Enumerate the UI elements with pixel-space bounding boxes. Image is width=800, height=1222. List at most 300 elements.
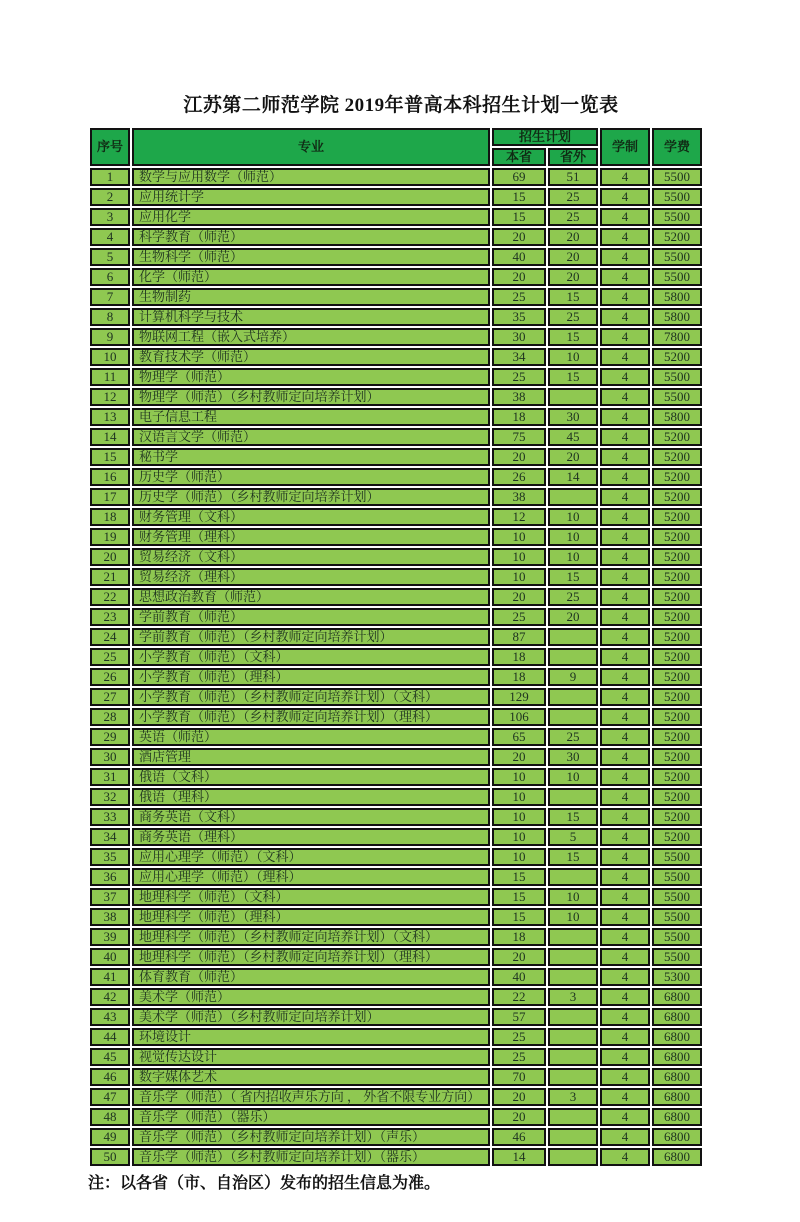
cell-plan-outside (548, 928, 598, 946)
document-content (88, 90, 714, 1193)
cell-plan-outside (548, 868, 598, 886)
cell-tuition: 6800 (652, 988, 702, 1006)
table-row (90, 328, 702, 346)
cell-plan-outside: 25 (548, 208, 598, 226)
cell-plan-local: 10 (492, 788, 546, 806)
cell-duration: 4 (600, 168, 650, 186)
cell-index: 16 (90, 468, 130, 486)
cell-index: 47 (90, 1088, 130, 1106)
cell-duration: 4 (600, 708, 650, 726)
cell-major: 物联网工程（嵌入式培养） (132, 328, 490, 346)
cell-tuition: 6800 (652, 1108, 702, 1126)
cell-index: 49 (90, 1128, 130, 1146)
cell-index: 9 (90, 328, 130, 346)
table-row (90, 368, 702, 386)
cell-plan-local: 25 (492, 1048, 546, 1066)
cell-plan-outside: 5 (548, 828, 598, 846)
cell-plan-outside: 10 (548, 548, 598, 566)
cell-index: 27 (90, 688, 130, 706)
cell-plan-local: 40 (492, 968, 546, 986)
cell-index: 30 (90, 748, 130, 766)
table-row (90, 1068, 702, 1086)
cell-plan-outside: 20 (548, 448, 598, 466)
cell-duration: 4 (600, 568, 650, 586)
cell-duration: 4 (600, 1008, 650, 1026)
cell-index: 28 (90, 708, 130, 726)
cell-tuition: 5500 (652, 168, 702, 186)
cell-major: 化学（师范） (132, 268, 490, 286)
cell-tuition: 5500 (652, 948, 702, 966)
cell-duration: 4 (600, 1068, 650, 1086)
cell-index: 6 (90, 268, 130, 286)
cell-plan-local: 18 (492, 648, 546, 666)
cell-duration: 4 (600, 588, 650, 606)
table-row (90, 188, 702, 206)
cell-tuition: 5200 (652, 488, 702, 506)
cell-index: 5 (90, 248, 130, 266)
header-plan-local: 本省 (492, 148, 546, 166)
cell-plan-local: 38 (492, 488, 546, 506)
cell-plan-local: 22 (492, 988, 546, 1006)
cell-duration: 4 (600, 408, 650, 426)
table-row (90, 1148, 702, 1166)
cell-index: 1 (90, 168, 130, 186)
table-row (90, 268, 702, 286)
cell-duration: 4 (600, 1148, 650, 1166)
cell-plan-outside: 10 (548, 348, 598, 366)
cell-index: 17 (90, 488, 130, 506)
cell-major: 生物制药 (132, 288, 490, 306)
cell-tuition: 5500 (652, 388, 702, 406)
cell-tuition: 5800 (652, 408, 702, 426)
cell-index: 46 (90, 1068, 130, 1086)
cell-plan-local: 10 (492, 848, 546, 866)
cell-plan-local: 25 (492, 608, 546, 626)
cell-duration: 4 (600, 1088, 650, 1106)
cell-tuition: 5200 (652, 768, 702, 786)
cell-plan-outside (548, 1028, 598, 1046)
cell-index: 29 (90, 728, 130, 746)
cell-duration: 4 (600, 388, 650, 406)
table-row (90, 1048, 702, 1066)
table-row (90, 408, 702, 426)
cell-tuition: 5500 (652, 848, 702, 866)
table-row (90, 948, 702, 966)
cell-plan-outside (548, 948, 598, 966)
cell-duration: 4 (600, 808, 650, 826)
cell-tuition: 5200 (652, 608, 702, 626)
cell-index: 3 (90, 208, 130, 226)
cell-index: 23 (90, 608, 130, 626)
cell-duration: 4 (600, 888, 650, 906)
cell-tuition: 5200 (652, 748, 702, 766)
header-index: 序号 (90, 128, 130, 166)
cell-major: 地理科学（师范）（文科） (132, 888, 490, 906)
cell-plan-local: 106 (492, 708, 546, 726)
cell-plan-outside (548, 968, 598, 986)
cell-tuition: 6800 (652, 1048, 702, 1066)
cell-plan-outside (548, 708, 598, 726)
header-plan-outside: 省外 (548, 148, 598, 166)
cell-major: 生物科学（师范） (132, 248, 490, 266)
cell-duration: 4 (600, 788, 650, 806)
cell-plan-outside: 10 (548, 768, 598, 786)
cell-plan-local: 25 (492, 368, 546, 386)
cell-major: 英语（师范） (132, 728, 490, 746)
cell-duration: 4 (600, 528, 650, 546)
cell-plan-outside: 20 (548, 248, 598, 266)
cell-tuition: 5200 (652, 448, 702, 466)
cell-plan-outside: 10 (548, 508, 598, 526)
cell-index: 48 (90, 1108, 130, 1126)
header-tuition: 学费 (652, 128, 702, 166)
table-row (90, 828, 702, 846)
cell-tuition: 5200 (652, 588, 702, 606)
cell-major: 环境设计 (132, 1028, 490, 1046)
cell-plan-outside: 30 (548, 408, 598, 426)
table-row (90, 508, 702, 526)
cell-major: 教育技术学（师范） (132, 348, 490, 366)
cell-index: 2 (90, 188, 130, 206)
cell-tuition: 5200 (652, 688, 702, 706)
table-row (90, 608, 702, 626)
cell-plan-local: 15 (492, 868, 546, 886)
cell-tuition: 6800 (652, 1148, 702, 1166)
cell-index: 37 (90, 888, 130, 906)
table-row (90, 488, 702, 506)
table-row (90, 388, 702, 406)
cell-tuition: 6800 (652, 1068, 702, 1086)
table-row (90, 588, 702, 606)
cell-duration: 4 (600, 228, 650, 246)
table-row (90, 888, 702, 906)
cell-tuition: 5200 (652, 548, 702, 566)
admissions-table (88, 126, 704, 1168)
cell-plan-local: 46 (492, 1128, 546, 1146)
cell-index: 41 (90, 968, 130, 986)
table-row (90, 1128, 702, 1146)
cell-tuition: 5200 (652, 508, 702, 526)
cell-plan-local: 10 (492, 828, 546, 846)
table-row (90, 568, 702, 586)
cell-index: 45 (90, 1048, 130, 1066)
cell-major: 贸易经济（理科） (132, 568, 490, 586)
cell-plan-outside: 20 (548, 608, 598, 626)
cell-tuition: 6800 (652, 1088, 702, 1106)
footnote: 注：以各省（市、自治区）发布的招生信息为准。 (88, 1175, 441, 1192)
table-row (90, 208, 702, 226)
cell-major: 汉语言文学（师范） (132, 428, 490, 446)
cell-plan-outside: 25 (548, 308, 598, 326)
cell-tuition: 5200 (652, 648, 702, 666)
cell-duration: 4 (600, 1048, 650, 1066)
cell-index: 43 (90, 1008, 130, 1026)
cell-plan-local: 69 (492, 168, 546, 186)
cell-major: 商务英语（文科） (132, 808, 490, 826)
cell-major: 数学与应用数学（师范） (132, 168, 490, 186)
cell-major: 电子信息工程 (132, 408, 490, 426)
cell-tuition: 5200 (652, 228, 702, 246)
cell-major: 地理科学（师范）（理科） (132, 908, 490, 926)
cell-major: 酒店管理 (132, 748, 490, 766)
cell-index: 20 (90, 548, 130, 566)
cell-plan-outside (548, 1008, 598, 1026)
table-row (90, 868, 702, 886)
cell-index: 22 (90, 588, 130, 606)
cell-duration: 4 (600, 848, 650, 866)
cell-plan-outside: 25 (548, 728, 598, 746)
cell-index: 10 (90, 348, 130, 366)
cell-duration: 4 (600, 348, 650, 366)
cell-tuition: 5500 (652, 368, 702, 386)
cell-major: 应用心理学（师范）（文科） (132, 848, 490, 866)
cell-index: 25 (90, 648, 130, 666)
cell-major: 学前教育（师范） (132, 608, 490, 626)
cell-major: 秘书学 (132, 448, 490, 466)
cell-index: 7 (90, 288, 130, 306)
cell-duration: 4 (600, 628, 650, 646)
table-row (90, 648, 702, 666)
table-row (90, 528, 702, 546)
cell-tuition: 5500 (652, 208, 702, 226)
cell-plan-local: 20 (492, 588, 546, 606)
cell-duration: 4 (600, 1028, 650, 1046)
cell-duration: 4 (600, 668, 650, 686)
table-row (90, 728, 702, 746)
cell-tuition: 5200 (652, 708, 702, 726)
cell-plan-local: 20 (492, 948, 546, 966)
cell-index: 8 (90, 308, 130, 326)
cell-plan-local: 14 (492, 1148, 546, 1166)
table-row (90, 548, 702, 566)
cell-duration: 4 (600, 988, 650, 1006)
cell-tuition: 5200 (652, 668, 702, 686)
cell-major: 音乐学（师范）（乡村教师定向培养计划）（声乐） (132, 1128, 490, 1146)
cell-major: 美术学（师范）（乡村教师定向培养计划） (132, 1008, 490, 1026)
cell-major: 数字媒体艺术 (132, 1068, 490, 1086)
cell-plan-outside (548, 648, 598, 666)
cell-tuition: 6800 (652, 1128, 702, 1146)
cell-plan-local: 10 (492, 528, 546, 546)
cell-tuition: 5500 (652, 188, 702, 206)
cell-major: 小学教育（师范）（理科） (132, 668, 490, 686)
cell-duration: 4 (600, 608, 650, 626)
cell-index: 44 (90, 1028, 130, 1046)
cell-plan-outside: 9 (548, 668, 598, 686)
cell-duration: 4 (600, 1108, 650, 1126)
cell-duration: 4 (600, 208, 650, 226)
cell-plan-outside (548, 488, 598, 506)
table-row (90, 928, 702, 946)
cell-tuition: 5200 (652, 468, 702, 486)
cell-plan-local: 10 (492, 768, 546, 786)
cell-index: 24 (90, 628, 130, 646)
cell-duration: 4 (600, 948, 650, 966)
cell-plan-outside: 20 (548, 268, 598, 286)
table-row (90, 968, 702, 986)
cell-duration: 4 (600, 448, 650, 466)
cell-plan-local: 20 (492, 748, 546, 766)
cell-tuition: 5200 (652, 428, 702, 446)
cell-major: 应用化学 (132, 208, 490, 226)
cell-plan-local: 20 (492, 228, 546, 246)
cell-major: 音乐学（师范）（乡村教师定向培养计划）（器乐） (132, 1148, 490, 1166)
cell-duration: 4 (600, 688, 650, 706)
cell-plan-outside: 15 (548, 288, 598, 306)
cell-tuition: 5500 (652, 928, 702, 946)
table-row (90, 688, 702, 706)
table-row (90, 428, 702, 446)
cell-plan-outside (548, 388, 598, 406)
cell-major: 俄语（理科） (132, 788, 490, 806)
cell-index: 21 (90, 568, 130, 586)
cell-major: 小学教育（师范）（乡村教师定向培养计划）（文科） (132, 688, 490, 706)
cell-index: 15 (90, 448, 130, 466)
table-row (90, 1108, 702, 1126)
cell-index: 31 (90, 768, 130, 786)
cell-major: 学前教育（师范）（乡村教师定向培养计划） (132, 628, 490, 646)
cell-tuition: 5200 (652, 788, 702, 806)
cell-plan-outside (548, 1148, 598, 1166)
cell-major: 音乐学（师范）（器乐） (132, 1108, 490, 1126)
cell-index: 12 (90, 388, 130, 406)
cell-plan-local: 26 (492, 468, 546, 486)
cell-major: 计算机科学与技术 (132, 308, 490, 326)
table-row (90, 168, 702, 186)
page-title: 江苏第二师范学院 2019年普高本科招生计划一览表 (183, 95, 619, 116)
cell-index: 11 (90, 368, 130, 386)
cell-index: 18 (90, 508, 130, 526)
cell-plan-outside (548, 688, 598, 706)
cell-plan-local: 25 (492, 1028, 546, 1046)
cell-duration: 4 (600, 828, 650, 846)
table-row (90, 228, 702, 246)
cell-plan-outside (548, 1108, 598, 1126)
cell-plan-outside (548, 1068, 598, 1086)
cell-plan-local: 87 (492, 628, 546, 646)
table-row (90, 348, 702, 366)
cell-plan-local: 75 (492, 428, 546, 446)
cell-index: 26 (90, 668, 130, 686)
cell-plan-local: 15 (492, 888, 546, 906)
cell-major: 财务管理（文科） (132, 508, 490, 526)
cell-index: 34 (90, 828, 130, 846)
cell-duration: 4 (600, 968, 650, 986)
cell-duration: 4 (600, 508, 650, 526)
cell-tuition: 5200 (652, 628, 702, 646)
table-row (90, 708, 702, 726)
cell-plan-outside (548, 1128, 598, 1146)
cell-tuition: 5500 (652, 268, 702, 286)
cell-tuition: 5200 (652, 568, 702, 586)
cell-plan-outside: 15 (548, 368, 598, 386)
cell-plan-local: 15 (492, 208, 546, 226)
header-major: 专业 (132, 128, 490, 166)
cell-major: 历史学（师范） (132, 468, 490, 486)
cell-duration: 4 (600, 548, 650, 566)
table-row (90, 628, 702, 646)
table-row (90, 1008, 702, 1026)
cell-major: 俄语（文科） (132, 768, 490, 786)
cell-plan-outside: 3 (548, 988, 598, 1006)
cell-tuition: 5200 (652, 808, 702, 826)
cell-tuition: 5500 (652, 868, 702, 886)
cell-plan-outside (548, 628, 598, 646)
cell-duration: 4 (600, 488, 650, 506)
cell-tuition: 6800 (652, 1008, 702, 1026)
cell-index: 13 (90, 408, 130, 426)
table-row (90, 788, 702, 806)
cell-duration: 4 (600, 728, 650, 746)
cell-major: 科学教育（师范） (132, 228, 490, 246)
cell-duration: 4 (600, 248, 650, 266)
cell-plan-outside: 10 (548, 888, 598, 906)
table-row (90, 1088, 702, 1106)
cell-major: 体育教育（师范） (132, 968, 490, 986)
table-row (90, 848, 702, 866)
cell-duration: 4 (600, 1128, 650, 1146)
cell-plan-outside (548, 1048, 598, 1066)
cell-tuition: 5200 (652, 728, 702, 746)
cell-plan-outside: 15 (548, 568, 598, 586)
cell-index: 35 (90, 848, 130, 866)
cell-tuition: 5200 (652, 528, 702, 546)
cell-tuition: 5800 (652, 308, 702, 326)
cell-duration: 4 (600, 928, 650, 946)
cell-duration: 4 (600, 328, 650, 346)
cell-index: 32 (90, 788, 130, 806)
table-row (90, 288, 702, 306)
cell-plan-local: 10 (492, 808, 546, 826)
cell-duration: 4 (600, 748, 650, 766)
cell-plan-local: 70 (492, 1068, 546, 1086)
cell-major: 商务英语（理科） (132, 828, 490, 846)
cell-plan-local: 65 (492, 728, 546, 746)
cell-plan-outside: 15 (548, 328, 598, 346)
cell-plan-local: 57 (492, 1008, 546, 1026)
cell-plan-local: 40 (492, 248, 546, 266)
table-row (90, 748, 702, 766)
cell-tuition: 5200 (652, 348, 702, 366)
table-row (90, 988, 702, 1006)
cell-plan-outside: 51 (548, 168, 598, 186)
table-row (90, 468, 702, 486)
cell-tuition: 5800 (652, 288, 702, 306)
cell-plan-local: 20 (492, 1108, 546, 1126)
cell-duration: 4 (600, 308, 650, 326)
cell-major: 思想政治教育（师范） (132, 588, 490, 606)
cell-plan-local: 129 (492, 688, 546, 706)
cell-plan-local: 20 (492, 448, 546, 466)
cell-major: 美术学（师范） (132, 988, 490, 1006)
cell-duration: 4 (600, 768, 650, 786)
cell-index: 39 (90, 928, 130, 946)
cell-major: 应用心理学（师范）（理科） (132, 868, 490, 886)
cell-plan-outside: 10 (548, 908, 598, 926)
cell-plan-local: 30 (492, 328, 546, 346)
cell-index: 40 (90, 948, 130, 966)
cell-plan-outside: 25 (548, 588, 598, 606)
cell-plan-local: 10 (492, 548, 546, 566)
table-row (90, 448, 702, 466)
cell-plan-outside: 15 (548, 808, 598, 826)
cell-duration: 4 (600, 648, 650, 666)
cell-duration: 4 (600, 428, 650, 446)
cell-plan-local: 35 (492, 308, 546, 326)
cell-plan-outside (548, 788, 598, 806)
cell-plan-local: 10 (492, 568, 546, 586)
cell-plan-outside: 45 (548, 428, 598, 446)
